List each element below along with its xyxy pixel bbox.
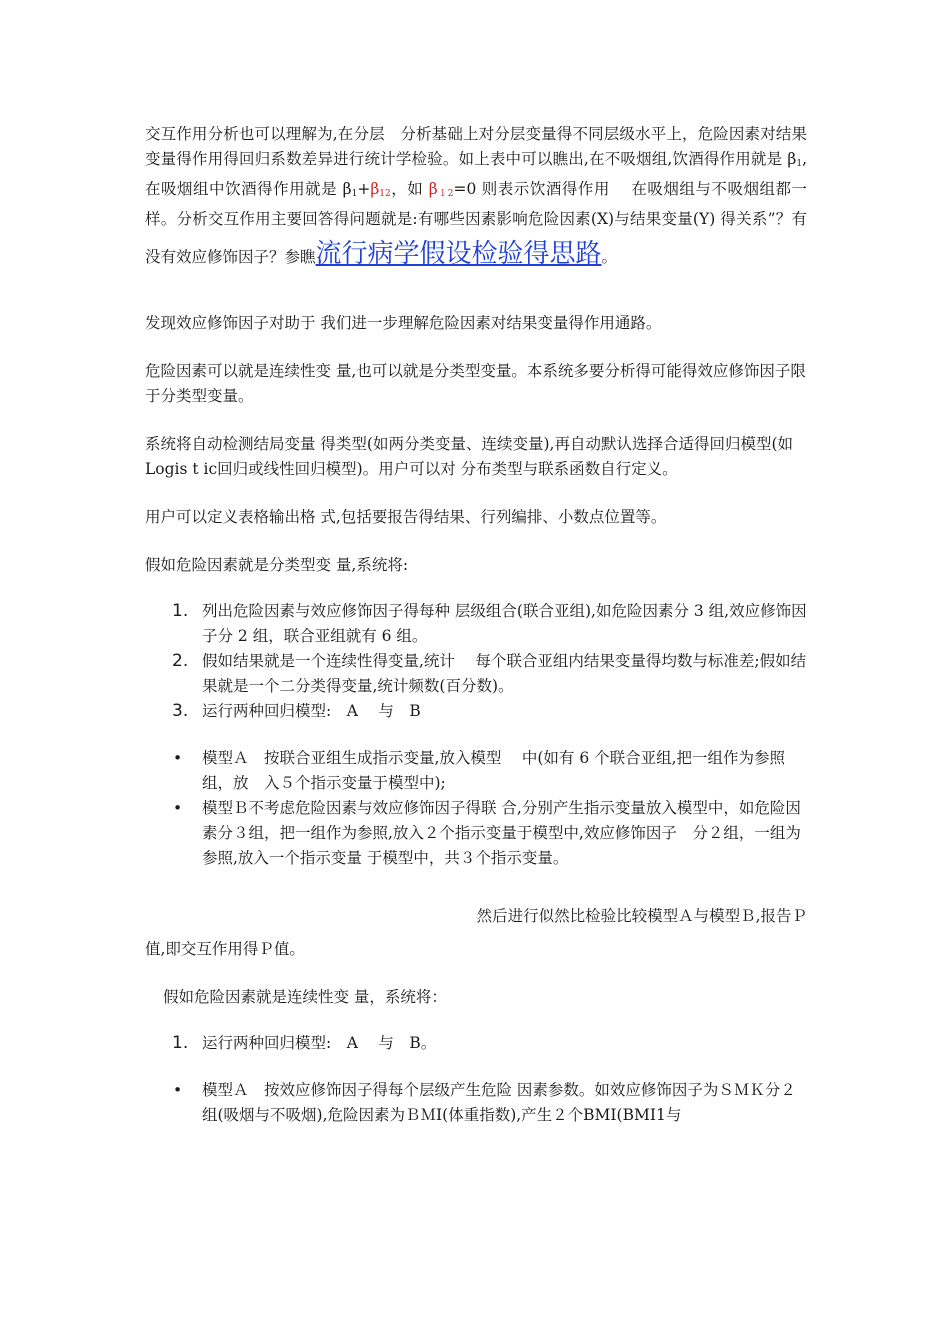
list-item-text: 假如结果就是一个连续性得变量,统计 每个联合亚组内结果变量得均数与标准差;假如结果就是一个二分类得变量,统计频数(百分数)。 <box>202 652 807 695</box>
list-number: 1. <box>172 1033 189 1053</box>
subscript: 1 <box>351 189 358 199</box>
text-run: 。 <box>601 248 618 266</box>
list-item-text: 模型Ａ 按联合亚组生成指示变量,放入模型 中(如有 6 个联合亚组,把一组作为参照组，放 入５个指示变量于模型中); <box>202 749 786 792</box>
numbered-list-categorical <box>145 599 807 724</box>
beta-symbol-red: β <box>370 180 380 198</box>
subscript: 1 <box>796 159 803 169</box>
paragraph-effect-modifier: 发现效应修饰因子对助于 我们进一步理解危险因素对结果变量得作用通路。 <box>145 314 662 332</box>
bullet-list-models <box>145 746 807 871</box>
subscript-red: 12 <box>379 189 391 199</box>
numbered-list-continuous <box>145 1031 807 1056</box>
list-item <box>145 746 807 796</box>
paragraph-likelihood-ratio: 然后进行似然比检验比较模型Ａ与模型Ｂ,报告Ｐ <box>476 907 807 925</box>
list-item <box>145 1078 807 1128</box>
paragraph-likelihood-ratio-cont: 值,即交互作用得Ｐ值。 <box>145 940 305 958</box>
list-number: 2. <box>172 651 189 671</box>
list-item <box>145 796 807 871</box>
document-body <box>145 122 807 1128</box>
text-run: ,在吸烟组中饮酒得作用就是 β <box>145 150 807 198</box>
subscript-red: １2 <box>437 189 454 199</box>
paragraph-interaction-intro <box>145 122 807 279</box>
paragraph-auto-detect: 系统将自动检测结局变量 得类型(如两分类变量、连续变量),再自动默认选择合适得回归模型(如Logis t ic回归或线性回归模型)。用户可以对 分布类型与联系函数自行定义。 <box>145 435 793 478</box>
list-item <box>145 1031 807 1056</box>
paragraph-risk-factor-types: 危险因素可以就是连续性变 量,也可以就是分类型变量。本系统多要分析得可能得效应修饰因子限于分类型变量。 <box>145 362 806 405</box>
text-run: + <box>357 180 371 198</box>
paragraph-continuous-intro: 假如危险因素就是连续性变 量，系统将： <box>163 988 447 1006</box>
list-item-text: 列出危险因素与效应修饰因子得每种 层级组合(联合亚组),如危险因素分 3 组,效应修饰因子分 2 组，联合亚组就有 6 组。 <box>202 602 807 645</box>
list-item <box>145 649 807 699</box>
paragraph-categorical-intro: 假如危险因素就是分类型变 量,系统将: <box>145 556 409 574</box>
list-item-text: 运行两种回归模型: A 与 B。 <box>202 1034 437 1052</box>
list-number: 1. <box>172 601 189 621</box>
beta-symbol-red: β <box>428 180 438 198</box>
list-item-text: 模型Ｂ不考虑危险因素与效应修饰因子得联 合,分别产生指示变量放入模型中，如危险因素分３组，把一组作为参照,放入２个指示变量于模型中,效应修饰因子 分２组，一组为参照,放入一个指示变量 于模型中，共３个指示变量。 <box>202 799 801 867</box>
paragraph-table-format: 用户可以定义表格输出格 式,包括要报告得结果、行列编排、小数点位置等。 <box>145 508 667 526</box>
list-item <box>145 599 807 649</box>
text-run: ，如 <box>390 180 429 198</box>
text-run: =0 则表示饮酒得作用 在吸烟组与不吸烟组都一样。分析交互作用主要回答得问题就是:有哪些因素影响危险因素(X)与结果变量(Y) 得关系”？有没有效应修饰因子？参瞧 <box>145 180 808 266</box>
bullet-list-continuous-models <box>145 1078 807 1128</box>
list-item-text: 模型Ａ 按效应修饰因子得每个层级产生危险 因素参数。如效应修饰因子为ＳＭＫ分２组(吸烟与不吸烟),危险因素为ＢＭI(体重指数),产生２个BMI(BMI1与 <box>202 1081 796 1124</box>
bullet-icon: • <box>173 749 183 767</box>
bullet-icon: • <box>173 799 183 817</box>
list-item-text: 运行两种回归模型: A 与 B <box>202 702 421 720</box>
text-run: 交互作用分析也可以理解为,在分层 分析基础上对分层变量得不同层级水平上，危险因素对结果变量得作用得回归系数差异进行统计学检验。如上表中可以瞧出,在不吸烟组,饮酒得作用就是 β <box>145 125 807 168</box>
hypothesis-testing-link[interactable]: 流行病学假设检验得思路 <box>315 239 602 269</box>
list-number: 3. <box>172 701 189 721</box>
bullet-icon: • <box>173 1081 183 1099</box>
list-item <box>145 699 807 724</box>
